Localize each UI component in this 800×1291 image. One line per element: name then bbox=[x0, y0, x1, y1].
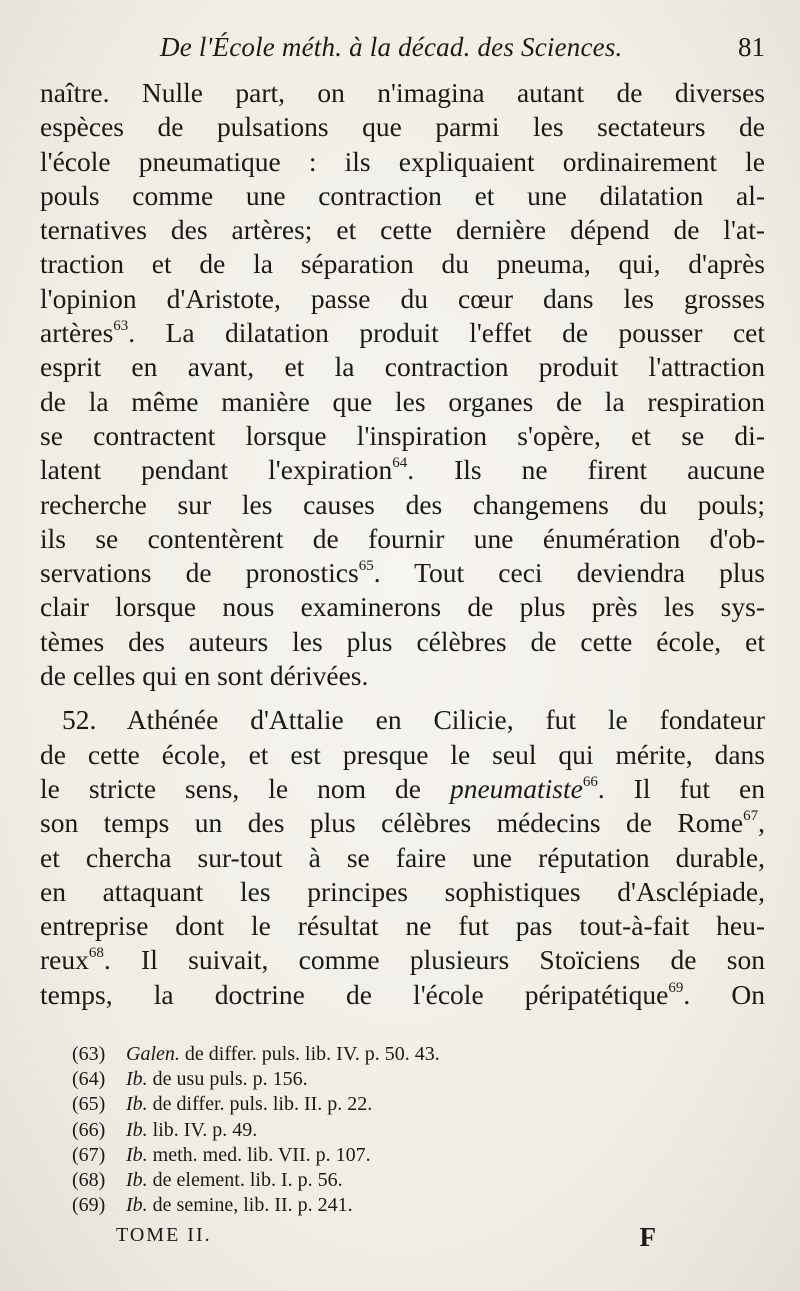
text-line: esprit en avant, et la contraction produit l'attraction bbox=[40, 351, 765, 383]
text-run: . Ils ne firent aucune bbox=[407, 454, 765, 486]
footnote-number: (65) bbox=[72, 1093, 106, 1116]
text-line bbox=[40, 978, 765, 1012]
footnote-source: Galen. bbox=[126, 1043, 180, 1065]
footnote-ref: 69 bbox=[668, 979, 684, 996]
footnote-text: lib. IV. p. 49. bbox=[147, 1118, 258, 1141]
text-run: . La dilatation produit l'effet de pousser cet bbox=[128, 317, 765, 349]
text-line: en attaquant les principes sophistiques d'Asclépiade, bbox=[40, 875, 765, 907]
footnote-ref: 64 bbox=[392, 455, 408, 472]
footnote-text: de differ. puls. lib. II. p. 22. bbox=[147, 1093, 373, 1116]
text-run: latent pendant l'expiration bbox=[40, 454, 393, 486]
footnote-number: (68) bbox=[72, 1169, 106, 1192]
text-run: , bbox=[758, 807, 765, 839]
text-run: le stricte sens, le nom de bbox=[40, 772, 450, 804]
footnote-number: (69) bbox=[72, 1194, 106, 1217]
text-line: espèces de pulsations que parmi les sectateurs de bbox=[40, 111, 765, 143]
text-run: servations de pronostics bbox=[40, 557, 359, 589]
text-run: . Il fut en bbox=[597, 772, 765, 804]
text-line: naître. Nulle part, on n'imagina autant de diverses bbox=[40, 77, 765, 108]
text-line bbox=[40, 556, 765, 590]
footnotes bbox=[72, 1042, 592, 1218]
page-number: 81 bbox=[738, 32, 765, 62]
text-run: artères bbox=[40, 317, 114, 349]
text-line: et chercha sur-tout à se faire une réputation durable, bbox=[40, 841, 765, 873]
footnote-source: Ib. bbox=[126, 1169, 148, 1192]
text-line bbox=[40, 316, 765, 350]
footnote-text: de usu puls. p. 156. bbox=[147, 1068, 308, 1091]
text-line bbox=[40, 772, 765, 806]
text-run: . Tout ceci deviendra plus bbox=[373, 557, 765, 589]
footnote bbox=[72, 1092, 592, 1117]
text-run: . On bbox=[683, 978, 765, 1010]
paragraph-gap bbox=[40, 693, 765, 703]
text-line: de celles qui en sont dérivées. bbox=[40, 660, 369, 692]
footnote-source: Ib. bbox=[126, 1093, 148, 1116]
footnote-ref: 66 bbox=[582, 773, 598, 790]
footnote-source: Ib. bbox=[126, 1194, 148, 1217]
footnote bbox=[72, 1168, 592, 1193]
text-line bbox=[40, 806, 765, 840]
footnote-ref: 65 bbox=[358, 558, 374, 575]
footnote-source: Ib. bbox=[126, 1143, 148, 1166]
footnote-text: de element. lib. I. p. 56. bbox=[147, 1169, 343, 1192]
page-header bbox=[40, 32, 765, 72]
text-line bbox=[40, 943, 765, 977]
text-run: temps, la doctrine de l'école péripatétique bbox=[40, 978, 669, 1010]
italic-term: pneumatiste bbox=[449, 772, 583, 804]
footnote bbox=[72, 1067, 592, 1092]
footnote-text: meth. med. lib. VII. p. 107. bbox=[147, 1143, 371, 1166]
footnote bbox=[72, 1143, 592, 1168]
footnote-ref: 68 bbox=[88, 945, 104, 962]
text-line: entreprise dont le résultat ne fut pas tout-à-fait heu- bbox=[40, 910, 765, 942]
text-line: se contractent lorsque l'inspiration s'opère, et se di- bbox=[40, 419, 765, 451]
volume-label: TOME II. bbox=[116, 1224, 212, 1246]
text-run: . Il suivait, comme plusieurs Stoïciens de son bbox=[103, 944, 765, 976]
text-line: tèmes des auteurs les plus célèbres de cette école, et bbox=[40, 625, 765, 657]
text-line: 52. Athénée d'Attalie en Cilicie, fut le fondateur bbox=[62, 704, 765, 736]
footnote-source: Ib. bbox=[126, 1118, 148, 1141]
text-line: traction et de la séparation du pneuma, qui, d'après bbox=[40, 248, 765, 280]
text-line: ils se contentèrent de fournir une énumération d'ob- bbox=[40, 522, 765, 554]
text-run: son temps un des plus célèbres médecins de Rome bbox=[40, 807, 744, 839]
signature-mark: F bbox=[639, 1222, 656, 1252]
footnote bbox=[72, 1042, 592, 1067]
footnote-ref: 63 bbox=[113, 318, 129, 335]
text-line: pouls comme une contraction et une dilatation al- bbox=[40, 179, 765, 211]
footnote-number: (64) bbox=[72, 1068, 106, 1091]
text-line bbox=[40, 453, 765, 487]
running-title: De l'École méth. à la décad. des Sciences. bbox=[160, 32, 623, 62]
page-footer bbox=[116, 1224, 656, 1258]
footnote-text: de differ. puls. lib. IV. p. 50. 43. bbox=[179, 1043, 440, 1065]
footnote-number: (67) bbox=[72, 1143, 106, 1166]
text-line: l'école pneumatique : ils expliquaient ordinairement le bbox=[40, 145, 765, 177]
footnote bbox=[72, 1193, 592, 1218]
text-line: clair lorsque nous examinerons de plus près les sys- bbox=[40, 591, 765, 623]
text-line: l'opinion d'Aristote, passe du cœur dans les grosses bbox=[40, 282, 765, 314]
footnote-number: (66) bbox=[72, 1118, 106, 1141]
body-text bbox=[40, 76, 765, 1012]
footnote-number: (63) bbox=[72, 1043, 106, 1065]
footnote-ref: 67 bbox=[743, 808, 759, 825]
footnote-text: de semine, lib. II. p. 241. bbox=[147, 1194, 353, 1217]
text-line: de la même manière que les organes de la respiration bbox=[40, 385, 765, 417]
text-line: de cette école, et est presque le seul qui mérite, dans bbox=[40, 738, 765, 770]
text-run: reux bbox=[40, 944, 89, 976]
text-line: recherche sur les causes des changemens du pouls; bbox=[40, 488, 765, 520]
text-line: ternatives des artères; et cette dernière dépend de l'at- bbox=[40, 214, 765, 246]
footnote bbox=[72, 1118, 592, 1143]
footnote-source: Ib. bbox=[126, 1068, 148, 1091]
